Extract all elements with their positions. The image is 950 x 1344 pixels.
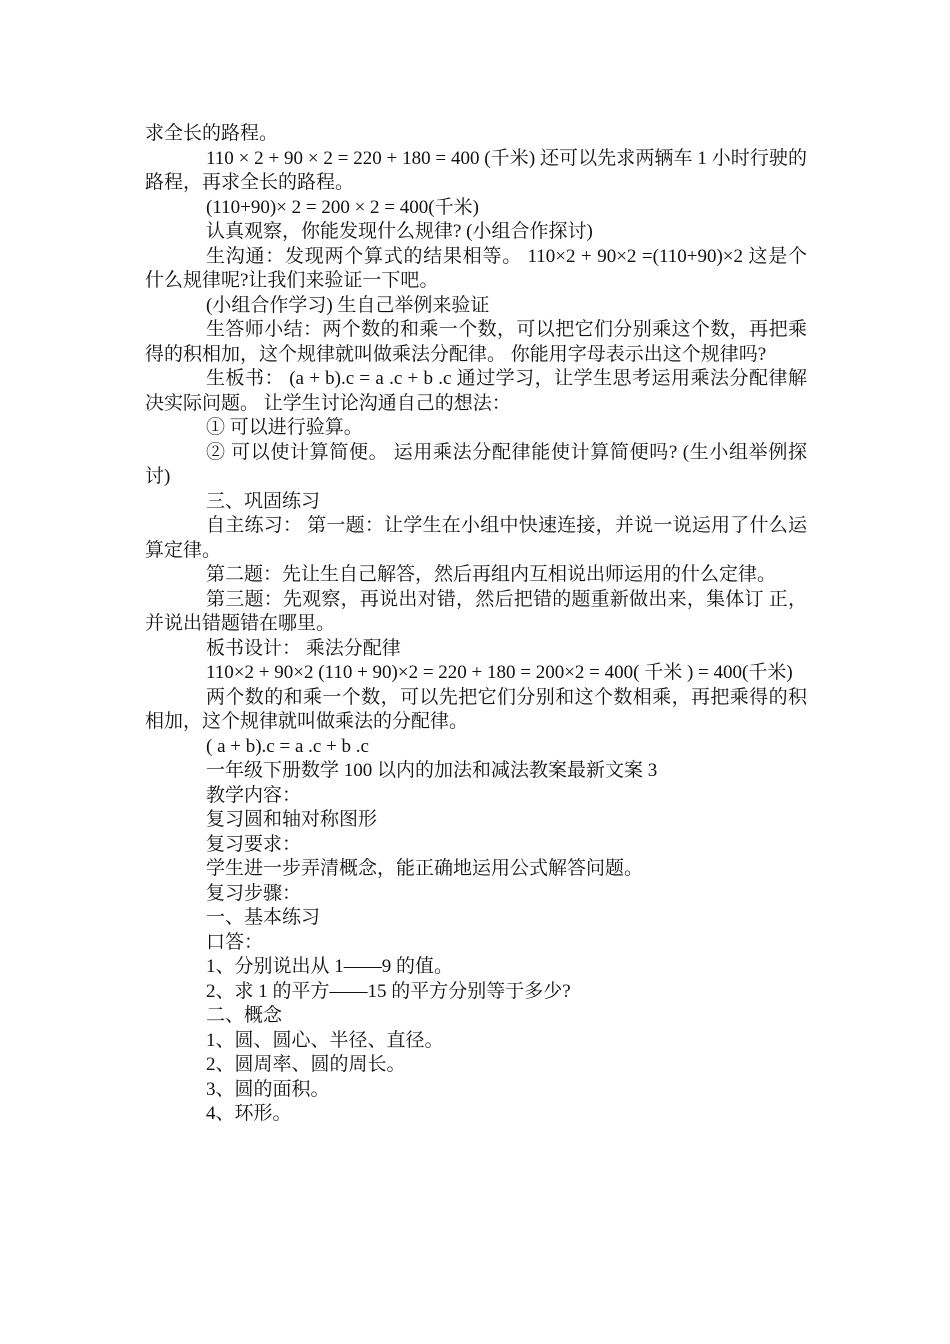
paragraph: 110×2 + 90×2 (110 + 90)×2 = 220 + 180 = 200×2 = 400( 千米 ) = 400(千米) <box>206 662 793 683</box>
paragraph: 认真观察，你能发现什么规律? (小组合作探讨) <box>206 221 593 242</box>
paragraph: 口答： <box>206 931 264 953</box>
paragraph: 1、圆、圆心、半径、直径。 <box>206 1029 444 1051</box>
paragraph: 2、求 1 的平方——15 的平方分别等于多少? <box>206 980 571 1002</box>
paragraph: 第二题：先让生自己解答，然后再组内互相说出师运用的什么定律。 <box>206 564 777 585</box>
paragraph: 学生进一步弄清概念，能正确地运用公式解答问题。 <box>206 858 644 879</box>
paragraph: 二、概念 <box>206 1005 283 1026</box>
paragraph: 生答师小结：两个数的和乘一个数，可以把它们分别乘这个数，再把乘得的积相加，这个规律就叫做乘法分配律。 你能用字母表示出这个规律吗? <box>145 319 807 365</box>
paragraph: 4、环形。 <box>206 1103 292 1124</box>
paragraph: 一、基本练习 <box>206 907 321 928</box>
document-body <box>145 122 807 1127</box>
paragraph: 复习要求： <box>206 833 302 855</box>
paragraph: (110+90)× 2 = 200 × 2 = 400(千米) <box>206 196 479 218</box>
paragraph: 110 × 2 + 90 × 2 = 220 + 180 = 400 (千米) 还可以先求两辆车 1 小时行驶的路程，再求全长的路程。 <box>145 147 807 193</box>
paragraph: 教学内容： <box>206 784 302 806</box>
paragraph: ( a + b).c = a .c + b .c <box>206 735 369 757</box>
paragraph: 复习圆和轴对称图形 <box>206 809 378 830</box>
paragraph: 2、圆周率、圆的周长。 <box>206 1054 406 1075</box>
paragraph: ② 可以使计算简便。 运用乘法分配律能使计算简便吗? (生小组举例探讨) <box>145 441 807 487</box>
paragraph: 1、分别说出从 1——9 的值。 <box>206 956 454 977</box>
paragraph: 一年级下册数学 100 以内的加法和减法教案最新文案 3 <box>206 760 658 781</box>
paragraph: 3、圆的面积。 <box>206 1078 330 1100</box>
paragraph: 三、巩固练习 <box>206 490 321 512</box>
paragraph: (小组合作学习) 生自己举例来验证 <box>206 294 490 316</box>
paragraph: 板书设计： 乘法分配律 <box>206 637 401 659</box>
paragraph: 两个数的和乘一个数，可以先把它们分别和这个数相乘，再把乘得的积相加，这个规律就叫做乘法的分配律。 <box>145 686 807 732</box>
paragraph: ① 可以进行验算。 <box>206 417 363 438</box>
paragraph: 生沟通：发现两个算式的结果相等。 110×2 + 90×2 =(110+90)×2 这是个什么规律呢?让我们来验证一下吧。 <box>145 245 807 291</box>
paragraph: 第三题：先观察，再说出对错，然后把错的题重新做出来，集体订 正，并说出错题错在哪里。 <box>145 588 807 634</box>
paragraph: 生板书： (a + b).c = a .c + b .c 通过学习，让学生思考运用乘法分配律解决实际问题。 让学生讨论沟通自己的想法： <box>145 368 807 414</box>
paragraph: 求全长的路程。 <box>145 123 279 144</box>
paragraph: 自主练习： 第一题：让学生在小组中快速连接，并说一说运用了什么运算定律。 <box>145 515 807 561</box>
paragraph: 复习步骤： <box>206 882 302 904</box>
